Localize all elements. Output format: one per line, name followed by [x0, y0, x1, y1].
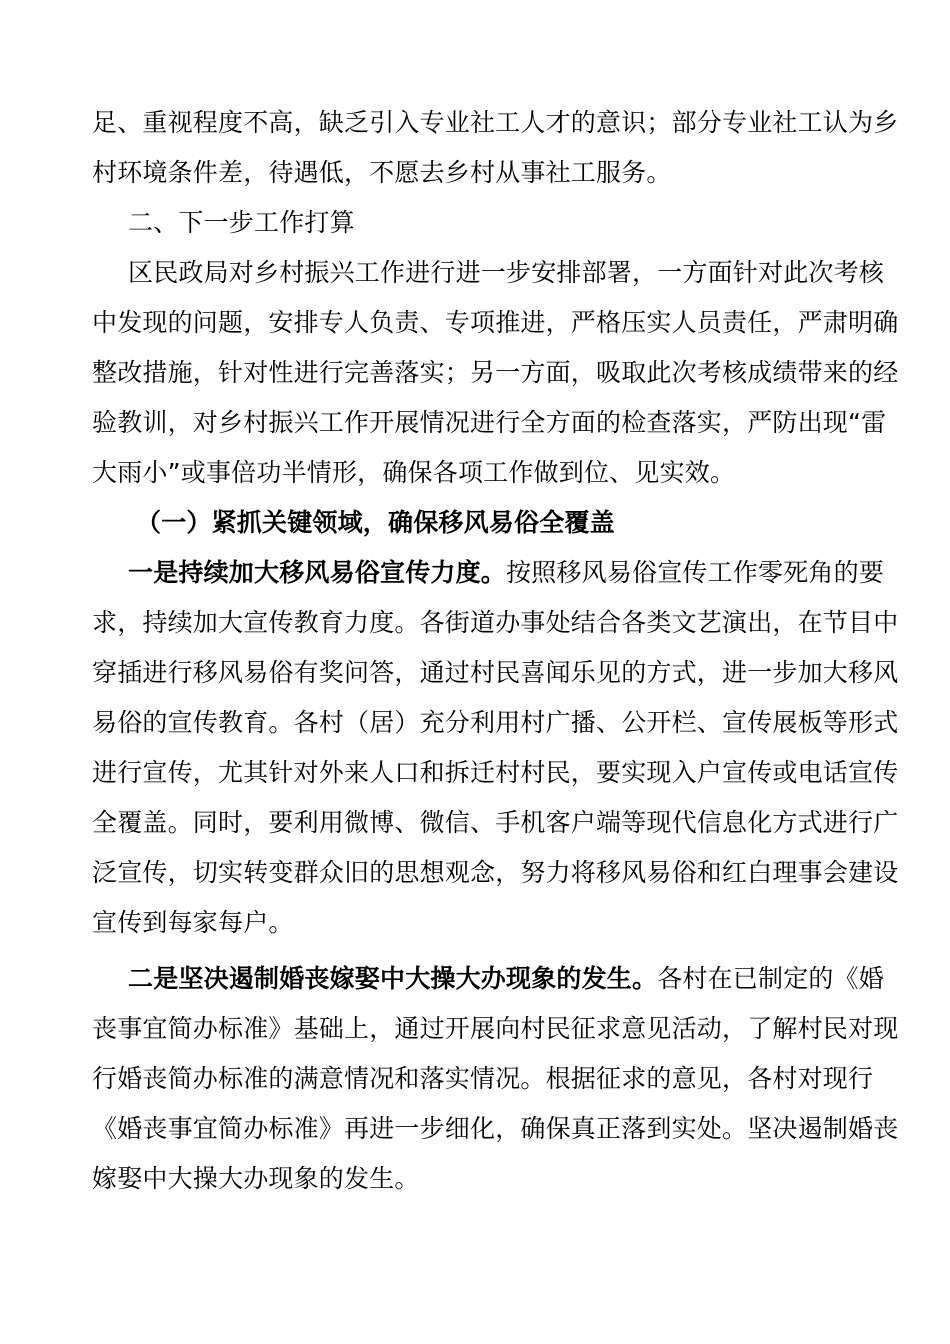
paragraph-lead: 一是持续加大移风易俗宣传力度。 [128, 558, 507, 587]
paragraph-line: 穿插进行移风易俗有奖问答，通过村民喜闻乐见的方式，进一步加大移风 [92, 658, 899, 687]
paragraph-lead: 二是坚决遏制婚丧嫁娶中大操大办现象的发生。 [128, 964, 658, 993]
document-body [92, 98, 899, 1204]
paragraph-line: 求，持续加大宣传教育力度。各街道办事处结合各类文艺演出，在节目中 [92, 608, 899, 637]
paragraph-line: 中发现的问题，安排专人负责、专项推进，严格压实人员责任，严肃明确 [92, 308, 899, 337]
paragraph-line: 丧事宜简办标准》基础上，通过开展向村民征求意见活动，了解村民对现 [92, 1014, 899, 1043]
paragraph-line: 宣传到每家每户。 [92, 908, 294, 937]
paragraph-line: 区民政局对乡村振兴工作进行进一步安排部署，一方面针对此次考核 [128, 258, 885, 287]
paragraph-line: 大雨小”或事倍功半情形，确保各项工作做到位、见实效。 [92, 458, 736, 487]
paragraph-line: 验教训，对乡村振兴工作开展情况进行全方面的检查落实，严防出现“雷 [92, 408, 887, 437]
paragraph-line: 进行宣传，尤其针对外来人口和拆迁村村民，要实现入户宣传或电话宣传 [92, 758, 899, 787]
paragraph-text: 按照移风易俗宣传工作零死角的要 [506, 558, 885, 587]
paragraph-line: 嫁娶中大操大办现象的发生。 [92, 1164, 420, 1193]
paragraph-line [92, 548, 885, 598]
paragraph-line: 村环境条件差，待遇低，不愿去乡村从事社工服务。 [92, 158, 672, 187]
paragraph-line: 易俗的宣传教育。各村（居）充分利用村广播、公开栏、宣传展板等形式 [92, 708, 899, 737]
paragraph-line: 整改措施，针对性进行完善落实；另一方面，吸取此次考核成绩带来的经 [92, 358, 899, 387]
section-heading: 二、下一步工作打算 [128, 208, 355, 237]
paragraph-line: 《婚丧事宜简办标准》再进一步细化，确保真正落到实处。坚决遏制婚丧 [92, 1114, 899, 1143]
paragraph-line: 泛宣传，切实转变群众旧的思想观念，努力将移风易俗和红白理事会建设 [92, 858, 899, 887]
paragraph-line [92, 954, 885, 1004]
paragraph-line: 行婚丧简办标准的满意情况和落实情况。根据征求的意见，各村对现行 [92, 1064, 874, 1093]
paragraph-line: 足、重视程度不高，缺乏引入专业社工人才的意识；部分专业社工认为乡 [92, 108, 899, 137]
paragraph-text: 各村在已制定的《婚 [657, 964, 885, 993]
paragraph-line: 全覆盖。同时，要利用微博、微信、手机客户端等现代信息化方式进行广 [92, 808, 899, 837]
subsection-heading: （一）紧抓关键领域，确保移风易俗全覆盖 [136, 508, 615, 537]
